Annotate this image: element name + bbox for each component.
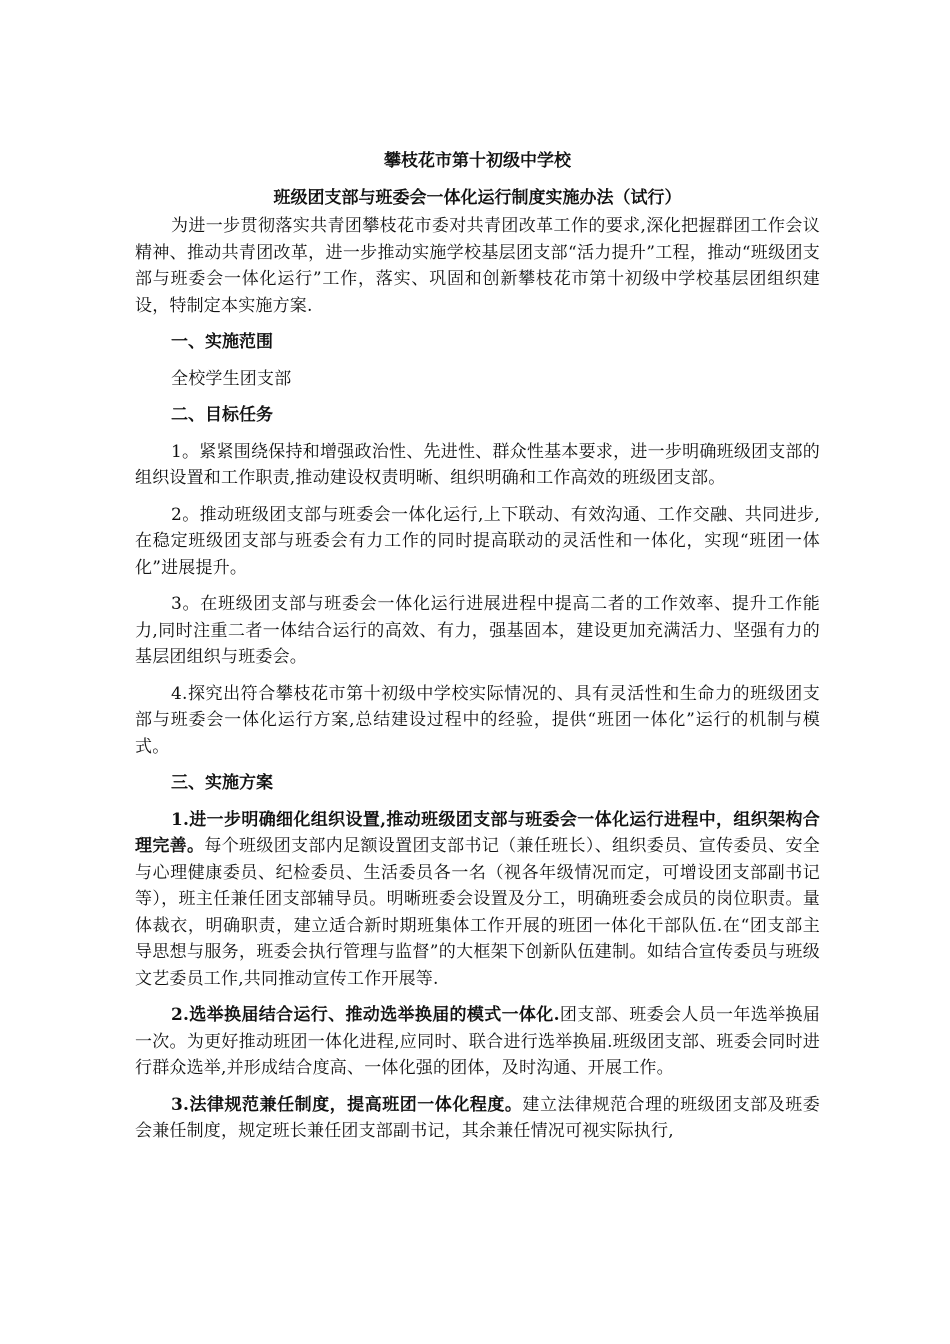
plan-item-1 bbox=[135, 807, 820, 993]
goal-item-2: 2。推动班级团支部与班委会一体化运行,上下联动、有效沟通、工作交融、共同进步,在稳定班级团支部与班委会有力工作的同时提高联动的灵活性和一体化，实现“班团一体化”进展提升。 bbox=[135, 504, 820, 578]
plan-item-3 bbox=[135, 1092, 820, 1145]
section-heading-plan: 三、实施方案 bbox=[171, 773, 273, 793]
document-title-school: 攀枝花市第十初级中学校 bbox=[384, 151, 571, 171]
plan-item-2-text: 团支部、班委会人员一年选举换届一次。为更好推动班团一体化进程,应同时、联合进行选举换届.班级团支部、班委会同时进行群众选举,并形成结合度高、一体化强的团体，及时沟通、开展工作。 bbox=[135, 1005, 821, 1078]
goal-item-3: 3。在班级团支部与班委会一体化运行进展进程中提高二者的工作效率、提升工作能力,同时注重二者一体结合运行的高效、有力，强基固本，建设更加充满活力、坚强有力的基层团组织与班委会。 bbox=[135, 594, 820, 667]
plan-item-3-lead: 3.法律规范兼任制度，提高班团一体化程度。 bbox=[171, 1094, 523, 1115]
plan-item-1-lead: 1.进一步明确细化组织设置,推动班级团支部与班委会一体化运行进程中，组织架构合理完善。 bbox=[135, 809, 820, 856]
plan-item-2-lead: 2.选举换届结合运行、推动选举换届的模式一体化. bbox=[171, 1005, 560, 1025]
goal-item-4: 4.探究出符合攀枝花市第十初级中学校实际情况的、具有灵活性和生命力的班级团支部与班委会一体化运行方案,总结建设过程中的经验，提供“班团一体化”运行的机制与模式。 bbox=[135, 683, 820, 757]
intro-paragraph: 为进一步贯彻落实共青团攀枝花市委对共青团改革工作的要求,深化把握群团工作会议精神、推动共青团改革，进一步推动实施学校基层团支部“活力提升”工程，推动“班级团支部与班委会一体化运行”工作，落实、巩固和创新攀枝花市第十初级中学校基层团组织建设，特制定本实施方案. bbox=[135, 216, 820, 316]
section-heading-scope: 一、实施范围 bbox=[171, 332, 273, 352]
plan-item-3-text: 建立法律规范合理的班级团支部及班委会兼任制度，规定班长兼任团支部副书记，其余兼任情况可视实际执行, bbox=[135, 1094, 820, 1141]
document-title-main: 班级团支部与班委会一体化运行制度实施办法（试行） bbox=[273, 188, 682, 208]
section-heading-goals: 二、目标任务 bbox=[171, 405, 273, 425]
goal-item-1: 1。紧紧围绕保持和增强政治性、先进性、群众性基本要求，进一步明确班级团支部的组织设置和工作职责,推动建设权责明晰、组织明确和工作高效的班级团支部。 bbox=[135, 441, 820, 488]
document-body bbox=[135, 148, 820, 1155]
plan-item-2 bbox=[135, 1002, 820, 1082]
plan-item-1-text: 每个班级团支部内足额设置团支部书记（兼任班长）、组织委员、宣传委员、安全与心理健康委员、纪检委员、生活委员各一名（视各年级情况而定，可增设团支部副书记等），班主任兼任团支部辅导员。明晰班委会设置及分工，明确班委会成员的岗位职责。量体裁衣，明确职责，建立适合新时期班集体工作开展的班团一体化干部队伍.在“团支部主导思想与服务，班委会执行管理与监督”的大框架下创新队伍建制。如结合宣传委员与班级文艺委员工作,共同推动宣传工作开展等. bbox=[135, 836, 820, 989]
section-body-scope: 全校学生团支部 bbox=[171, 368, 292, 389]
